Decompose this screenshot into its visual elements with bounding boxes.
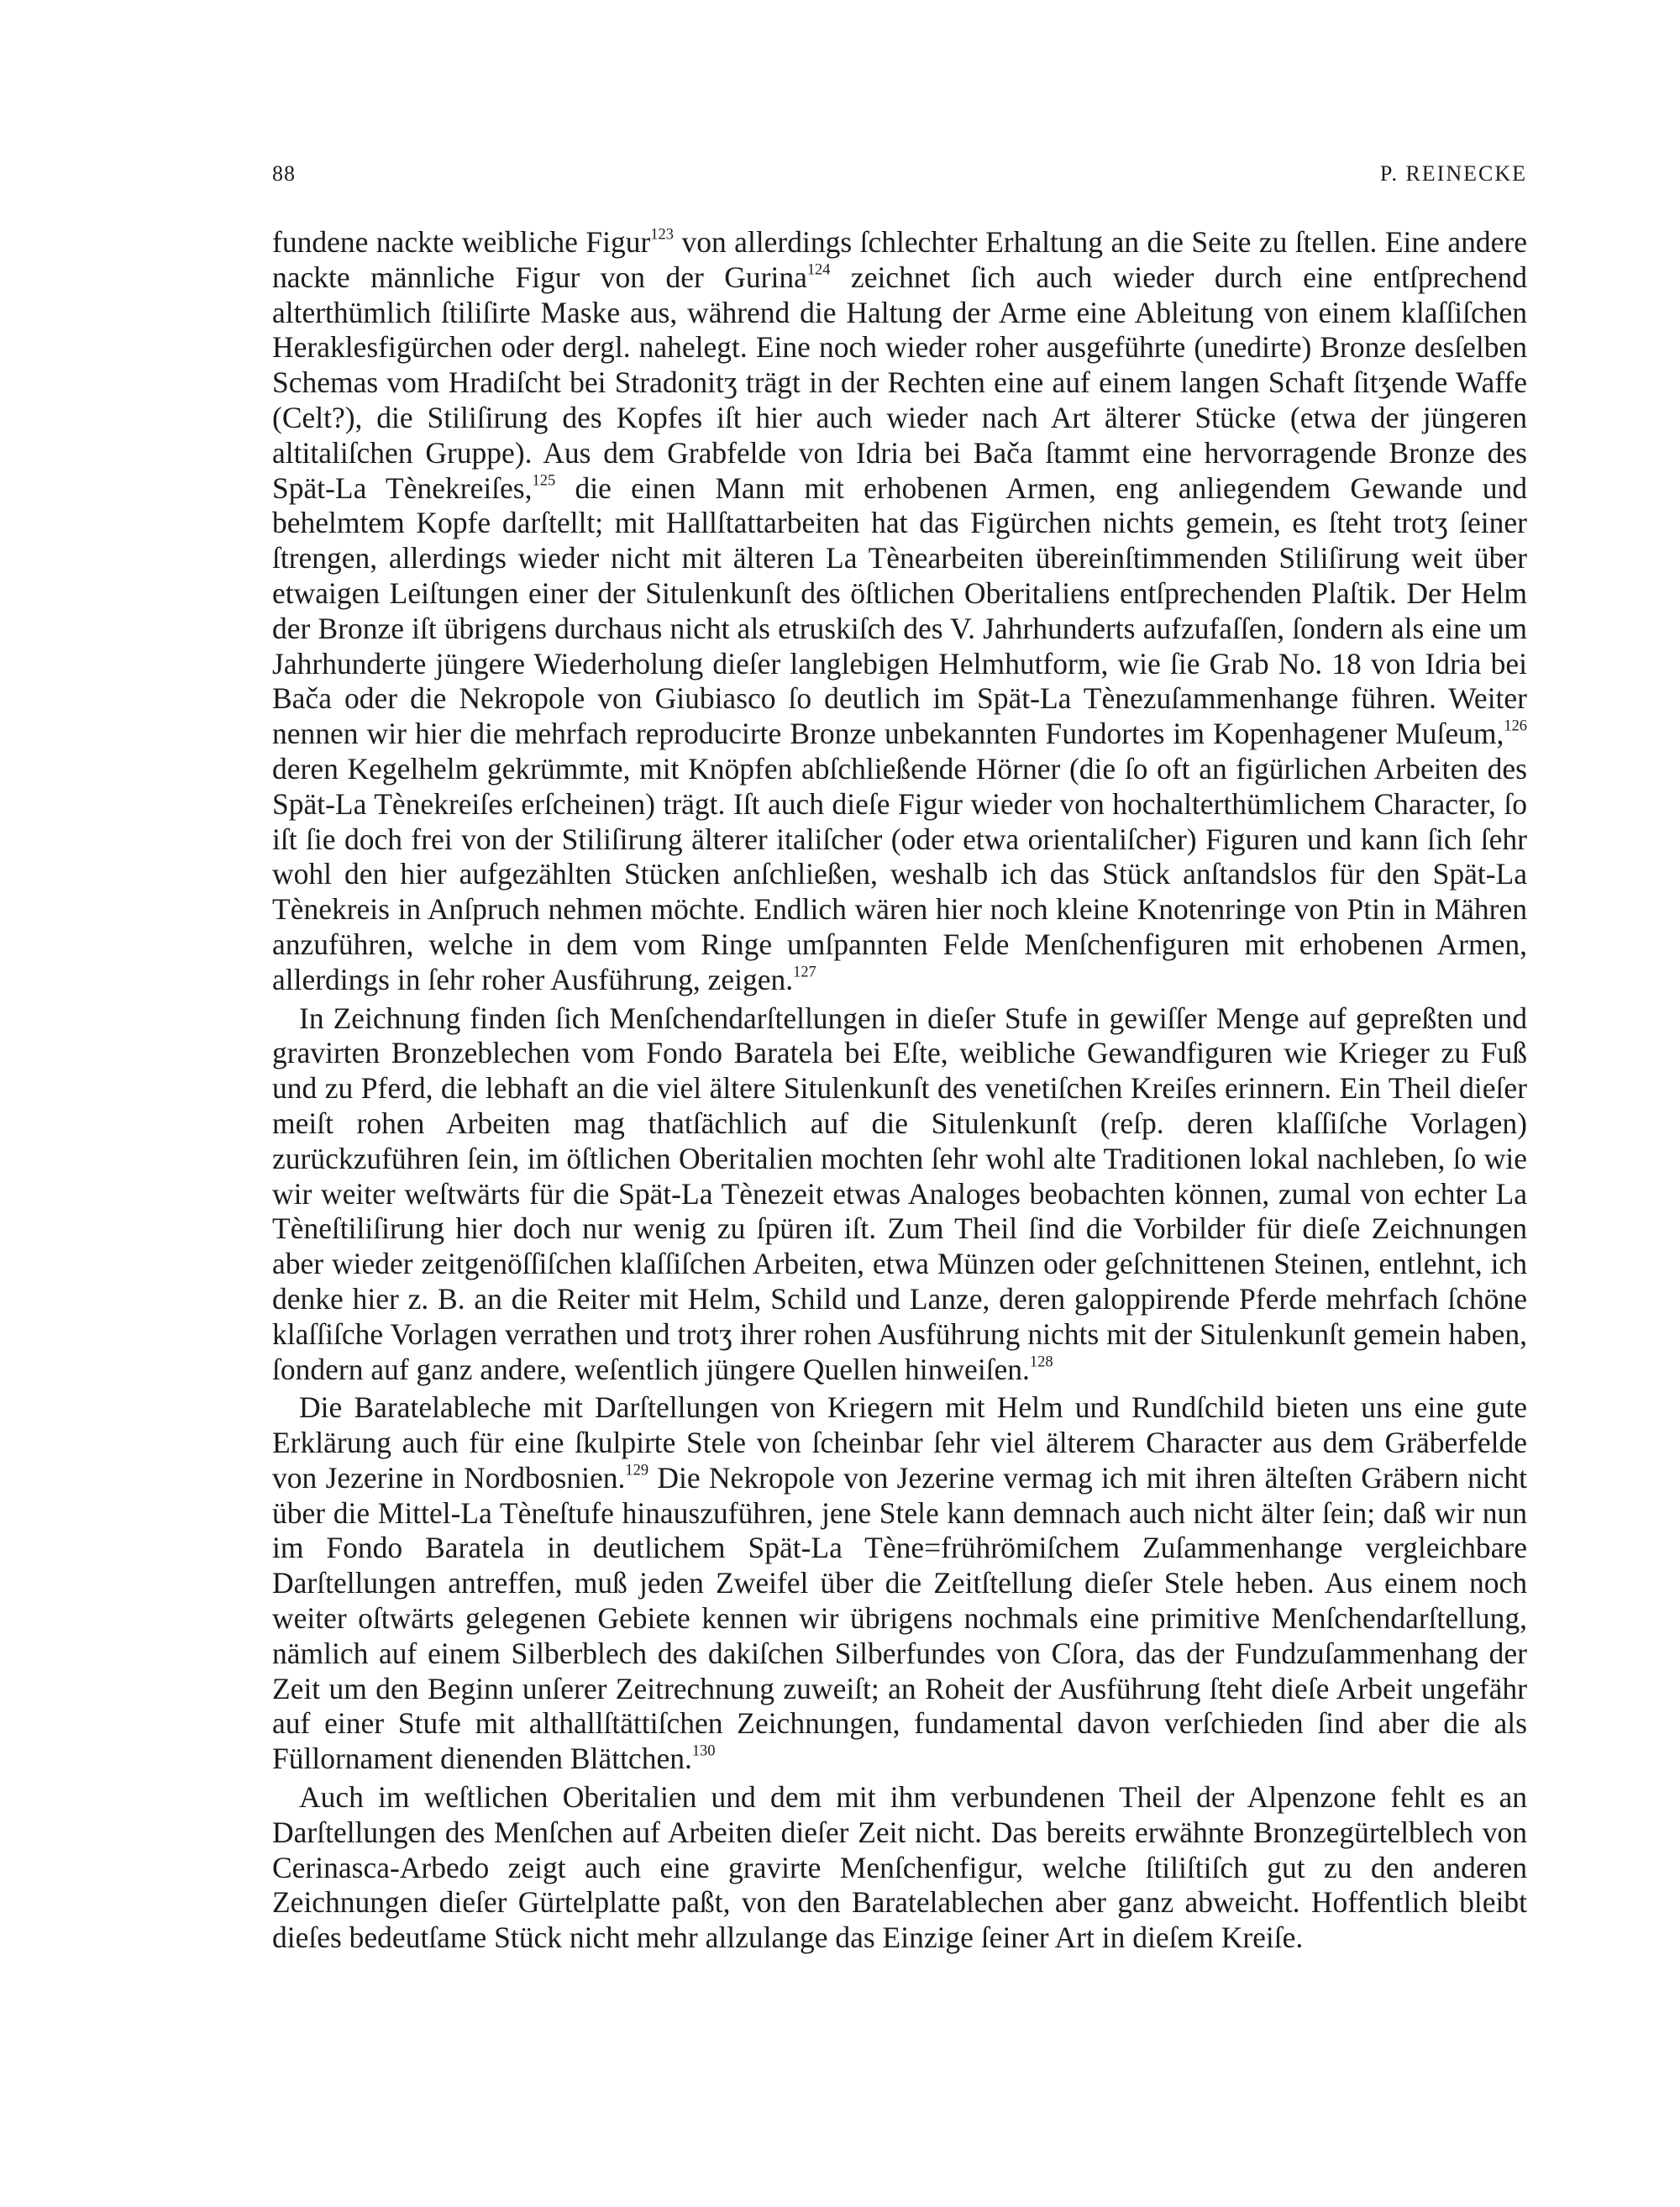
footnote-marker: 125 bbox=[532, 470, 556, 488]
footnote-marker: 128 bbox=[1029, 1352, 1053, 1369]
paragraph bbox=[272, 225, 1527, 998]
text-run: fundene nackte weibliche Figur bbox=[272, 225, 651, 259]
text-run: Die Baratelableche mit Darſtellungen von Kriegern mit Helm und Rundſchild bieten uns eine gute Erklärung auch für eine ſkulpirte Stele von ſcheinbar ſehr viel älterem Character aus dem Gräberfelde von Jezerine in Nordbosnien. bbox=[272, 1390, 1527, 1495]
footnote-marker: 130 bbox=[691, 1742, 716, 1759]
paragraph bbox=[272, 1001, 1527, 1388]
text-run: deren Kegelhelm gekrümmte, mit Knöpfen abſchließende Hörner (die ſo oft an figürlichen Arbeiten des Spät-La Tènekreiſes erſcheinen) trägt. Iſt auch dieſe Figur wieder von hochalterthümlichem Character, ſo iſt ſie doch frei von der Stiliſirung älterer italiſcher (oder etwa orientaliſcher) Figuren und kann ſich ſehr wohl den hier aufgezählten Stücken anſchließen, weshalb ich das Stück anſtandslos für den Spät-La Tènekreis in Anſpruch nehmen möchte. Endlich wären hier noch kleine Knotenringe von Ptin in Mähren anzuführen, welche in dem vom Ringe umſpannten Felde Menſchenfiguren mit erhobenen Armen, allerdings in ſehr roher Ausführung, zeigen. bbox=[272, 751, 1527, 996]
footnote-marker: 129 bbox=[625, 1461, 649, 1479]
text-run: Die Nekropole von Jezerine vermag ich mit ihren älteſten Gräbern nicht über die Mittel-La Tèneſtufe hinauszuführen, jene Stele kann demnach auch nicht älter ſein; daß wir nun im Fondo Baratela in deutlichem Spät-La Tène=frührömiſchem Zuſammenhange vergleichbare Darſtellungen antreffen, muß jeden Zweifel über die Zeitſtellung dieſer Stele heben. Aus einem noch weiter oſtwärts gelegenen Gebiete kennen wir übrigens nochmals eine primitive Menſchendarſtellung, nämlich auf einem Silberblech des dakiſchen Silberfundes von Cſora, das der Fundzuſammenhang der Zeit um den Beginn unſerer Zeitrechnung zuweiſt; an Roheit der Ausführung ſteht dieſe Arbeit ungefähr auf einer Stufe mit althallſtättiſchen Zeichnungen, fundamental davon verſchieden ſind aber die als Füllornament dienenden Blättchen. bbox=[272, 1460, 1527, 1776]
running-head: P. REINECKE bbox=[1379, 161, 1527, 186]
body-text bbox=[272, 225, 1527, 1959]
text-run: von allerdings ſchlechter Erhaltung an die Seite zu ſtellen. Eine andere nackte männliche Figur von der Gurina bbox=[272, 225, 1527, 294]
text-run: die einen Mann mit erhobenen Armen, eng anliegendem Gewande und behelmtem Kopfe darſtellt; mit Hallſtattarbeiten hat das Figürchen nichts gemein, es ſteht trotʒ ſeiner ſtrengen, allerdings wieder nicht mit älteren La Tènearbeiten übereinſtimmenden Stiliſirung weit über etwaigen Leiſtungen einer der Situlenkunſt des öſtlichen Oberitaliens entſprechenden Plaſtik. Der Helm der Bronze iſt übrigens durchaus nicht als etruskiſch des V. Jahrhunderts aufzufaſſen, ſondern als eine um Jahrhunderte jüngere Wiederholung dieſer langlebigen Helmhutform, wie ſie Grab No. 18 von Idria bei Bača oder die Nekropole von Giubiasco ſo deutlich im Spät-La Tènezuſammenhange führen. Weiter nennen wir hier die mehrfach reproducirte Bronze unbekannten Fundortes im Kopenhagener Muſeum, bbox=[272, 470, 1527, 751]
footnote-marker: 126 bbox=[1504, 717, 1527, 734]
page-number: 88 bbox=[272, 161, 296, 186]
text-run: zeichnet ſich auch wieder durch eine entſprechend alterthümlich ſtiliſirte Maske aus, während die Haltung der Arme eine Ableitung von einem klaſſiſchen Heraklesfigürchen oder dergl. nahelegt. Eine noch wieder roher ausgeführte (unedirte) Bronze desſelben Schemas vom Hradiſcht bei Stradonitʒ trägt in der Rechten eine auf einem langen Schaft ſitʒende Waffe (Celt?), die Stiliſirung des Kopfes iſt hier auch wieder nach Art älterer Stücke (etwa der jüngeren altitaliſchen Gruppe). Aus dem Grabfelde von Idria bei Bača ſtammt eine hervorragende Bronze des Spät-La Tènekreiſes, bbox=[272, 260, 1527, 505]
text-run: Auch im weſtlichen Oberitalien und dem mit ihm verbundenen Theil der Alpenzone fehlt es an Darſtellungen des Menſchen auf Arbeiten dieſer Zeit nicht. Das bereits erwähnte Bronzegürtelblech von Cerinasca-Arbedo zeigt auch eine gravirte Menſchenfigur, welche ſtiliſtiſch gut zu den anderen Zeichnungen dieſer Gürtelplatte paßt, von den Baratelablechen aber ganz abweicht. Hoffentlich bleibt dieſes bedeutſame Stück nicht mehr allzulange das Einzige ſeiner Art in dieſem Kreiſe. bbox=[272, 1780, 1527, 1955]
page-header bbox=[272, 161, 1527, 195]
paragraph bbox=[272, 1780, 1527, 1956]
footnote-marker: 123 bbox=[650, 225, 674, 243]
footnote-marker: 127 bbox=[793, 963, 816, 980]
paragraph bbox=[272, 1390, 1527, 1777]
text-run: In Zeichnung finden ſich Menſchendarſtellungen in dieſer Stufe in gewiſſer Menge auf gepreßten und gravirten Bronzeblechen vom Fondo Baratela bei Eſte, weibliche Gewandfiguren wie Krieger zu Fuß und zu Pferd, die lebhaft an die viel ältere Situlenkunſt des venetiſchen Kreiſes erinnern. Ein Theil dieſer meiſt rohen Arbeiten mag thatſächlich auf die Situlenkunſt (reſp. deren klaſſiſche Vorlagen) zurückzuführen ſein, im öſtlichen Oberitalien mochten ſehr wohl alte Traditionen lokal nachleben, ſo wie wir weiter weſtwärts für die Spät-La Tènezeit etwas Analoges beobachten können, zumal von echter La Tèneſtiliſirung hier doch nur wenig zu ſpüren iſt. Zum Theil ſind die Vorbilder für dieſe Zeichnungen aber wieder zeitgenöſſiſchen klaſſiſchen Arbeiten, etwa Münzen oder geſchnittenen Steinen, entlehnt, ich denke hier z. B. an die Reiter mit Helm, Schild und Lanze, deren galoppirende Pferde mehrfach ſchöne klaſſiſche Vorlagen verrathen und trotʒ ihrer rohen Ausführung nichts mit der Situlenkunſt gemein haben, ſondern auf ganz andere, weſentlich jüngere Quellen hinweiſen. bbox=[272, 1001, 1527, 1386]
footnote-marker: 124 bbox=[806, 260, 831, 278]
